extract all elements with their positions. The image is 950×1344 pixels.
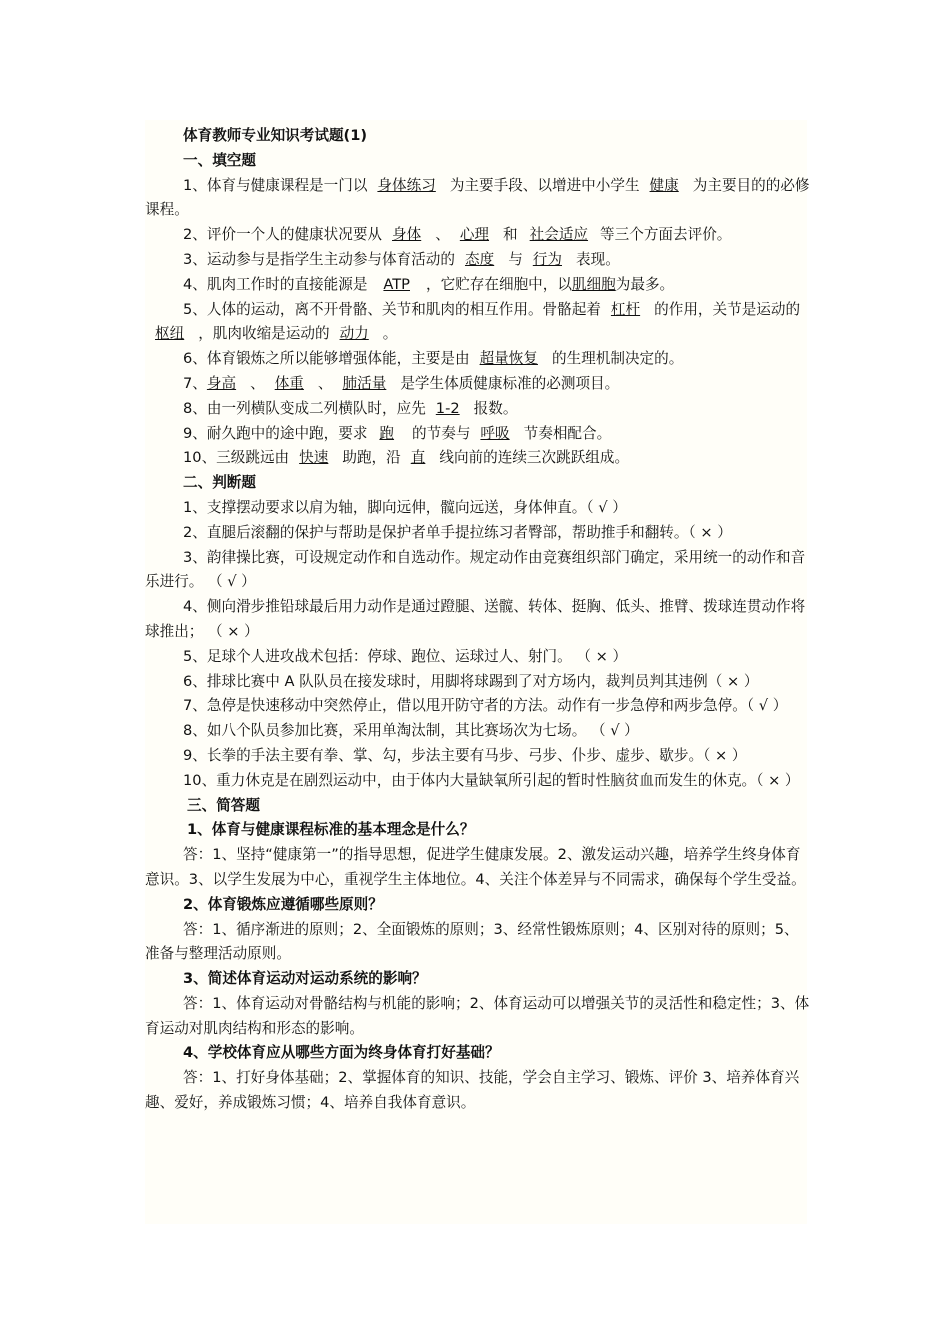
- short-answer: 答：1、坚持“健康第一”的指导思想，促进学生健康发展。2、激发运动兴趣，培养学生终身体育意识。3、以学生发展为中心，重视学生主体地位。4、关注个体差异与不同需求，确保每个学生受益。: [145, 846, 806, 888]
- answer-blank: 行为: [532, 250, 562, 268]
- fill-question-2: 2、评价一个人的健康状况要从 身体 、 心理 和 社会适应 等三个方面去评价。: [183, 226, 732, 244]
- answer-blank: 跑: [379, 424, 395, 442]
- judge-item: 1、支撑摆动要求以肩为轴，脚向远伸，髋向远送，身体伸直。（ √ ）: [183, 498, 627, 516]
- judge-item: 5、足球个人进攻战术包括：停球、跑位、运球过人、射门。 （ × ）: [183, 647, 628, 665]
- short-question: 3、简述体育运动对运动系统的影响？: [183, 970, 427, 988]
- document-title: 体育教师专业知识考试题(1): [183, 127, 368, 144]
- fill-question-6: 6、体育锻炼之所以能够增强体能，主要是由 超量恢复 的生理机制决定的。: [183, 350, 684, 368]
- short-answer: 答：1、体育运动对骨骼结构与机能的影响；2、体育运动可以增强关节的灵活性和稳定性；3、体育运动对肌肉结构和形态的影响。: [145, 994, 810, 1037]
- fill-question-9: 9、耐久跑中的途中跑，要求 跑 的节奏与 呼吸 节奏相配合。: [183, 424, 612, 442]
- answer-blank: ATP: [383, 275, 410, 293]
- answer-blank: 呼吸: [480, 424, 510, 442]
- answer-blank: 1-2: [435, 399, 460, 417]
- short-question: 2、体育锻炼应遵循哪些原则？: [183, 895, 383, 913]
- answer-blank: 直: [410, 449, 426, 467]
- judge-item: 3、韵律操比赛，可设规定动作和自选动作。规定动作由竞赛组织部门确定，采用统一的动作和音乐进行。 （ √ ）: [145, 548, 806, 591]
- fill-question-4: 4、肌肉工作时的直接能源是 ATP ，它贮存在细胞中，以肌细胞为最多。: [183, 275, 675, 293]
- judge-item: 9、长拳的手法主要有拳、掌、勾，步法主要有马步、弓步、仆步、虚步、歇步。（ × ）: [183, 746, 747, 764]
- answer-blank: 超量恢复: [479, 350, 538, 368]
- fill-question-3: 3、运动参与是指学生主动参与体育活动的 态度 与 行为 表现。: [183, 250, 620, 268]
- answer-blank: 动力: [339, 325, 369, 343]
- short-question: 1、体育与健康课程标准的基本理念是什么？: [187, 821, 475, 839]
- fill-question-1: 1、体育与健康课程是一门以 身体练习 为主要手段、以增进中小学生 健康 为主要目的的必修课程。: [145, 176, 810, 219]
- judge-item: 8、如八个队员参加比赛，采用单淘汰制，其比赛场次为七场。 （ √ ）: [183, 722, 639, 740]
- answer-blank: 态度: [464, 250, 495, 268]
- fill-question-10: 10、三级跳远由 快速 助跑，沿 直 线向前的连续三次跳跃组成。: [183, 449, 630, 467]
- judge-item: 2、直腿后滚翻的保护与帮助是保护者单手提拉练习者臀部，帮助推手和翻转。（ × ）: [183, 523, 732, 541]
- judge-item: 10、重力休克是在剧烈运动中，由于体内大量缺氧所引起的暂时性脑贫血而发生的休克。（ × ）: [183, 771, 800, 789]
- fill-question-7: 7、身高 、 体重 、 肺活量 是学生体质健康标准的必测项目。: [183, 374, 620, 392]
- judge-item: 4、侧向滑步推铅球最后用力动作是通过蹬腿、送髋、转体、挺胸、低头、推臂、拨球连贯动作将球推出； （ × ）: [145, 598, 806, 640]
- fill-question-8: 8、由一列横队变成二列横队时，应先 1-2 报数。: [183, 399, 518, 417]
- section-heading-true-false: 二、判断题: [183, 474, 256, 492]
- section-heading-short-answer: 三、简答题: [187, 796, 260, 814]
- answer-blank: 心理: [459, 226, 490, 244]
- answer-blank: 肺活量: [342, 374, 387, 392]
- answer-blank: 身体: [392, 226, 422, 244]
- answer-blank: 肌细胞: [571, 275, 616, 293]
- answer-blank: 杠杆: [610, 300, 641, 318]
- answer-blank: 枢纽: [155, 325, 185, 343]
- short-question: 4、学校体育应从哪些方面为终身体育打好基础？: [183, 1044, 500, 1062]
- judge-item: 6、排球比赛中 A 队队员在接发球时，用脚将球踢到了对方场内，裁判员判其违例（ × ）: [183, 672, 759, 690]
- answer-blank: 身体练习: [377, 176, 436, 194]
- judge-item: 7、急停是快速移动中突然停止，借以甩开防守者的方法。动作有一步急停和两步急停。（ √ ）: [183, 697, 788, 715]
- section-heading-fill-in: 一、填空题: [183, 151, 256, 169]
- short-answer: 答：1、打好身体基础；2、掌握体育的知识、技能，学会自主学习、锻炼、评价 3、培养体育兴趣、爱好，养成锻炼习惯；4、培养自我体育意识。: [145, 1069, 800, 1112]
- short-answer: 答：1、循序渐进的原则；2、全面锻炼的原则；3、经常性锻炼原则；4、区别对待的原则；5、准备与整理活动原则。: [145, 920, 799, 963]
- document-body: [145, 124, 811, 1116]
- answer-blank: 快速: [299, 449, 329, 467]
- answer-blank: 健康: [649, 176, 679, 194]
- answer-blank: 体重: [274, 374, 304, 392]
- answer-blank: 身高: [206, 374, 237, 392]
- answer-blank: 社会适应: [529, 226, 589, 244]
- fill-question-5: 5、人体的运动，离不开骨骼、关节和肌肉的相互作用。骨骼起着 杠杆 的作用，关节是运动的枢纽 ，肌肉收缩是运动的 动力 。: [145, 298, 811, 348]
